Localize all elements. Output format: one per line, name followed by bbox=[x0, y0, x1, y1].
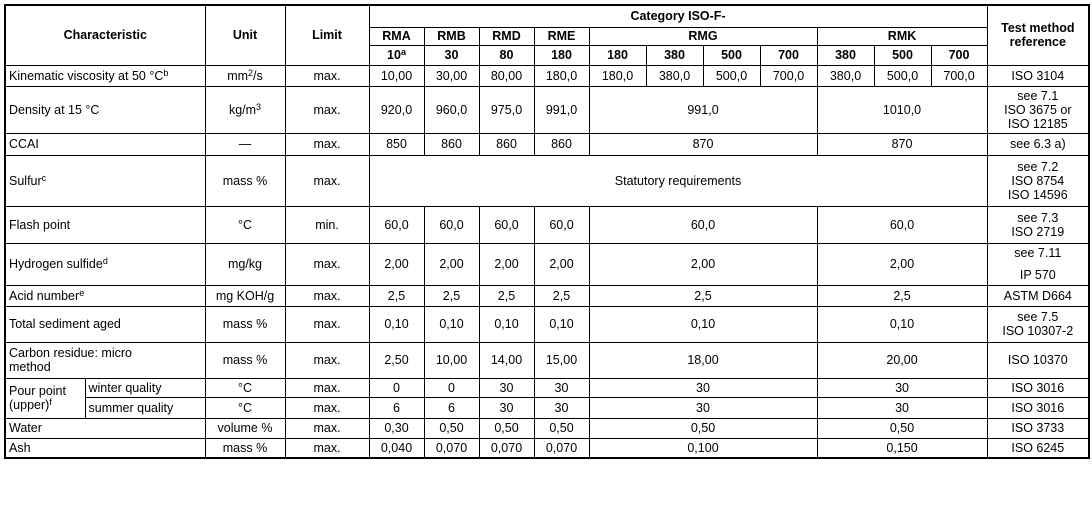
limit-cell: max. bbox=[285, 418, 369, 438]
group-header: RME bbox=[534, 27, 589, 45]
footnote-marker: e bbox=[79, 287, 85, 298]
method-cell bbox=[987, 155, 1089, 206]
value-cell: 60,0 bbox=[479, 206, 534, 243]
value-cell: 30 bbox=[534, 378, 589, 397]
value-cell: 2,00 bbox=[479, 243, 534, 285]
row-ash bbox=[5, 438, 1089, 458]
footnote-marker: f bbox=[49, 397, 52, 407]
header-row-1 bbox=[5, 5, 1089, 27]
row-density bbox=[5, 86, 1089, 133]
unit-exponent: 3 bbox=[256, 101, 262, 112]
row-hydrogen-sulfide bbox=[5, 243, 1089, 285]
value-cell: 2,5 bbox=[479, 285, 534, 306]
unit-base: kg/m bbox=[228, 102, 257, 117]
unit-tail: /s bbox=[253, 68, 263, 83]
value-cell: 0,150 bbox=[817, 438, 987, 458]
value-cell: 0,50 bbox=[479, 418, 534, 438]
characteristic-label bbox=[9, 398, 82, 412]
value-cell: 0,50 bbox=[589, 418, 817, 438]
method-cell bbox=[987, 243, 1089, 285]
value-cell: 2,5 bbox=[817, 285, 987, 306]
value-cell: 60,0 bbox=[817, 206, 987, 243]
footnote-marker: b bbox=[163, 67, 169, 78]
characteristic-cell: CCAI bbox=[5, 133, 205, 155]
value-cell: 6 bbox=[369, 397, 424, 418]
value-cell: 20,00 bbox=[817, 342, 987, 378]
value-cell: 180,0 bbox=[534, 65, 589, 86]
method-line: see 7.1 bbox=[1017, 88, 1059, 103]
unit-cell: mass % bbox=[205, 342, 285, 378]
footnote-marker: a bbox=[400, 47, 406, 57]
group-header: RMK bbox=[817, 27, 987, 45]
characteristic-cell: Water bbox=[5, 418, 205, 438]
footnote-marker: c bbox=[41, 172, 47, 183]
method-cell: ISO 3016 bbox=[987, 378, 1089, 397]
value-cell: 30 bbox=[479, 397, 534, 418]
value-cell: 10,00 bbox=[424, 342, 479, 378]
value-cell: 30 bbox=[589, 397, 817, 418]
value-cell: 0,10 bbox=[369, 306, 424, 342]
value-cell: 960,0 bbox=[424, 86, 479, 133]
value-cell: 30 bbox=[589, 378, 817, 397]
limit-cell: max. bbox=[285, 438, 369, 458]
value-cell: 30 bbox=[534, 397, 589, 418]
method-line: see 7.2 bbox=[1017, 159, 1059, 174]
value-cell: 2,5 bbox=[369, 285, 424, 306]
group-header: RMB bbox=[424, 27, 479, 45]
value-cell: 991,0 bbox=[534, 86, 589, 133]
characteristic-cell bbox=[5, 155, 205, 206]
row-carbon-residue bbox=[5, 342, 1089, 378]
characteristic-cell bbox=[5, 243, 205, 285]
characteristic-cell: Flash point bbox=[5, 206, 205, 243]
value-cell: 60,0 bbox=[369, 206, 424, 243]
grade-header: 500 bbox=[703, 45, 760, 65]
row-flash-point bbox=[5, 206, 1089, 243]
unit-cell: — bbox=[205, 133, 285, 155]
value-cell: 850 bbox=[369, 133, 424, 155]
value-cell: 0,040 bbox=[369, 438, 424, 458]
value-cell: 380,0 bbox=[817, 65, 874, 86]
method-cell: ISO 10370 bbox=[987, 342, 1089, 378]
characteristic-label: Carbon residue: micro bbox=[9, 346, 132, 360]
characteristic-cell: Ash bbox=[5, 438, 205, 458]
limit-cell: max. bbox=[285, 86, 369, 133]
value-cell: 380,0 bbox=[646, 65, 703, 86]
unit-cell: °C bbox=[205, 378, 285, 397]
value-cell: 60,0 bbox=[424, 206, 479, 243]
method-cell bbox=[987, 306, 1089, 342]
row-pour-point-winter bbox=[5, 378, 1089, 397]
characteristic-label: Sulfur bbox=[9, 173, 42, 188]
value-cell: 860 bbox=[534, 133, 589, 155]
characteristic-label: Pour point bbox=[9, 384, 66, 398]
test-method-header: Test method reference bbox=[987, 5, 1089, 65]
method-line: ISO 2719 bbox=[1011, 224, 1065, 239]
method-cell bbox=[987, 86, 1089, 133]
characteristic-label: method bbox=[9, 360, 51, 374]
value-cell: 0,50 bbox=[424, 418, 479, 438]
unit-cell: volume % bbox=[205, 418, 285, 438]
value-cell: 2,00 bbox=[424, 243, 479, 285]
method-line: ISO 3675 or bbox=[1004, 102, 1072, 117]
footnote-marker: d bbox=[102, 256, 108, 266]
method-line: see 7.3 bbox=[1017, 210, 1059, 225]
value-cell: 60,0 bbox=[589, 206, 817, 243]
grade-header: 500 bbox=[874, 45, 931, 65]
value-cell: 80,00 bbox=[479, 65, 534, 86]
method-cell: ISO 3733 bbox=[987, 418, 1089, 438]
value-cell: 920,0 bbox=[369, 86, 424, 133]
value-cell: 0,070 bbox=[424, 438, 479, 458]
value-cell: 0 bbox=[369, 378, 424, 397]
row-kinematic-viscosity bbox=[5, 65, 1089, 86]
group-header: RMA bbox=[369, 27, 424, 45]
unit-cell: mass % bbox=[205, 438, 285, 458]
unit-base: mm bbox=[227, 68, 249, 83]
value-cell: 870 bbox=[589, 133, 817, 155]
value-cell: 870 bbox=[817, 133, 987, 155]
value-cell: 0,30 bbox=[369, 418, 424, 438]
characteristic-cell bbox=[5, 285, 205, 306]
value-cell: 60,0 bbox=[534, 206, 589, 243]
value-cell: 10,00 bbox=[369, 65, 424, 86]
limit-cell: max. bbox=[285, 285, 369, 306]
value-cell: 0,10 bbox=[589, 306, 817, 342]
limit-cell: max. bbox=[285, 155, 369, 206]
method-cell: ISO 3104 bbox=[987, 65, 1089, 86]
characteristic-cell: Total sediment aged bbox=[5, 306, 205, 342]
value-cell: 2,00 bbox=[589, 243, 817, 285]
sub-characteristic-cell: winter quality bbox=[85, 378, 205, 397]
grade-header: 700 bbox=[760, 45, 817, 65]
fuel-spec-table bbox=[4, 4, 1090, 459]
value-cell: 0,070 bbox=[534, 438, 589, 458]
pour-point-label-cell bbox=[5, 378, 85, 418]
grade-header: 180 bbox=[534, 45, 589, 65]
limit-header: Limit bbox=[285, 5, 369, 65]
group-header: RMG bbox=[589, 27, 817, 45]
limit-cell: max. bbox=[285, 342, 369, 378]
value-cell: 2,5 bbox=[534, 285, 589, 306]
unit-exponent: 2 bbox=[248, 67, 254, 78]
row-acid-number bbox=[5, 285, 1089, 306]
grade-number: 10 bbox=[387, 48, 401, 62]
grade-header: 380 bbox=[817, 45, 874, 65]
value-cell: 30 bbox=[817, 378, 987, 397]
method-cell bbox=[987, 206, 1089, 243]
grade-header: 700 bbox=[931, 45, 987, 65]
value-cell: 860 bbox=[424, 133, 479, 155]
unit-header: Unit bbox=[205, 5, 285, 65]
value-cell: 1010,0 bbox=[817, 86, 987, 133]
value-cell: 2,00 bbox=[369, 243, 424, 285]
method-line: IP 570 bbox=[1019, 268, 1056, 282]
row-total-sediment bbox=[5, 306, 1089, 342]
unit-cell: mass % bbox=[205, 306, 285, 342]
row-water bbox=[5, 418, 1089, 438]
limit-cell: max. bbox=[285, 133, 369, 155]
characteristic-header: Characteristic bbox=[5, 5, 205, 65]
sub-characteristic-cell: summer quality bbox=[85, 397, 205, 418]
method-line: see 7.11 bbox=[1014, 246, 1062, 260]
limit-cell: max. bbox=[285, 306, 369, 342]
value-cell: 6 bbox=[424, 397, 479, 418]
value-cell: Statutory requirements bbox=[369, 155, 987, 206]
unit-cell bbox=[205, 65, 285, 86]
row-ccai bbox=[5, 133, 1089, 155]
value-cell: 991,0 bbox=[589, 86, 817, 133]
characteristic-label-text: (upper) bbox=[9, 398, 50, 412]
grade-header: 30 bbox=[424, 45, 479, 65]
method-cell: ISO 3016 bbox=[987, 397, 1089, 418]
characteristic-label: Acid number bbox=[9, 288, 80, 303]
limit-cell: max. bbox=[285, 243, 369, 285]
unit-cell bbox=[205, 86, 285, 133]
value-cell: 14,00 bbox=[479, 342, 534, 378]
method-line: ISO 12185 bbox=[1007, 116, 1068, 131]
method-line: ISO 8754 bbox=[1011, 173, 1065, 188]
grade-header: 380 bbox=[646, 45, 703, 65]
value-cell: 0,10 bbox=[534, 306, 589, 342]
value-cell: 0,50 bbox=[817, 418, 987, 438]
method-cell: ISO 6245 bbox=[987, 438, 1089, 458]
value-cell: 975,0 bbox=[479, 86, 534, 133]
group-header: RMD bbox=[479, 27, 534, 45]
value-cell: 0,10 bbox=[817, 306, 987, 342]
unit-cell: mg KOH/g bbox=[205, 285, 285, 306]
unit-cell: °C bbox=[205, 397, 285, 418]
grade-header: 80 bbox=[479, 45, 534, 65]
grade-header: 180 bbox=[589, 45, 646, 65]
characteristic-label: Hydrogen sulfide bbox=[9, 257, 103, 271]
value-cell: 700,0 bbox=[760, 65, 817, 86]
category-header: Category ISO-F- bbox=[369, 5, 987, 27]
limit-cell: max. bbox=[285, 397, 369, 418]
value-cell: 0,50 bbox=[534, 418, 589, 438]
limit-cell: max. bbox=[285, 65, 369, 86]
characteristic-cell bbox=[5, 65, 205, 86]
value-cell: 0,070 bbox=[479, 438, 534, 458]
unit-cell: °C bbox=[205, 206, 285, 243]
limit-cell: max. bbox=[285, 378, 369, 397]
characteristic-cell: Density at 15 °C bbox=[5, 86, 205, 133]
value-cell: 15,00 bbox=[534, 342, 589, 378]
grade-header bbox=[369, 45, 424, 65]
value-cell: 30,00 bbox=[424, 65, 479, 86]
characteristic-cell bbox=[5, 342, 205, 378]
value-cell: 500,0 bbox=[703, 65, 760, 86]
value-cell: 860 bbox=[479, 133, 534, 155]
value-cell: 18,00 bbox=[589, 342, 817, 378]
value-cell: 0 bbox=[424, 378, 479, 397]
method-line: ISO 10307-2 bbox=[1002, 324, 1074, 338]
row-pour-point-summer bbox=[5, 397, 1089, 418]
method-cell: ASTM D664 bbox=[987, 285, 1089, 306]
row-sulfur bbox=[5, 155, 1089, 206]
value-cell: 2,5 bbox=[424, 285, 479, 306]
limit-cell: min. bbox=[285, 206, 369, 243]
value-cell: 2,50 bbox=[369, 342, 424, 378]
value-cell: 0,10 bbox=[424, 306, 479, 342]
unit-cell: mg/kg bbox=[205, 243, 285, 285]
value-cell: 30 bbox=[817, 397, 987, 418]
method-line: ISO 14596 bbox=[1007, 187, 1068, 202]
value-cell: 700,0 bbox=[931, 65, 987, 86]
value-cell: 2,00 bbox=[534, 243, 589, 285]
value-cell: 2,5 bbox=[589, 285, 817, 306]
method-line: see 7.5 bbox=[1017, 310, 1059, 324]
unit-cell: mass % bbox=[205, 155, 285, 206]
value-cell: 30 bbox=[479, 378, 534, 397]
method-cell: see 6.3 a) bbox=[987, 133, 1089, 155]
value-cell: 0,10 bbox=[479, 306, 534, 342]
value-cell: 2,00 bbox=[817, 243, 987, 285]
value-cell: 500,0 bbox=[874, 65, 931, 86]
characteristic-label: Kinematic viscosity at 50 °C bbox=[9, 68, 164, 83]
value-cell: 0,100 bbox=[589, 438, 817, 458]
value-cell: 180,0 bbox=[589, 65, 646, 86]
spec-table-container bbox=[4, 4, 1088, 459]
